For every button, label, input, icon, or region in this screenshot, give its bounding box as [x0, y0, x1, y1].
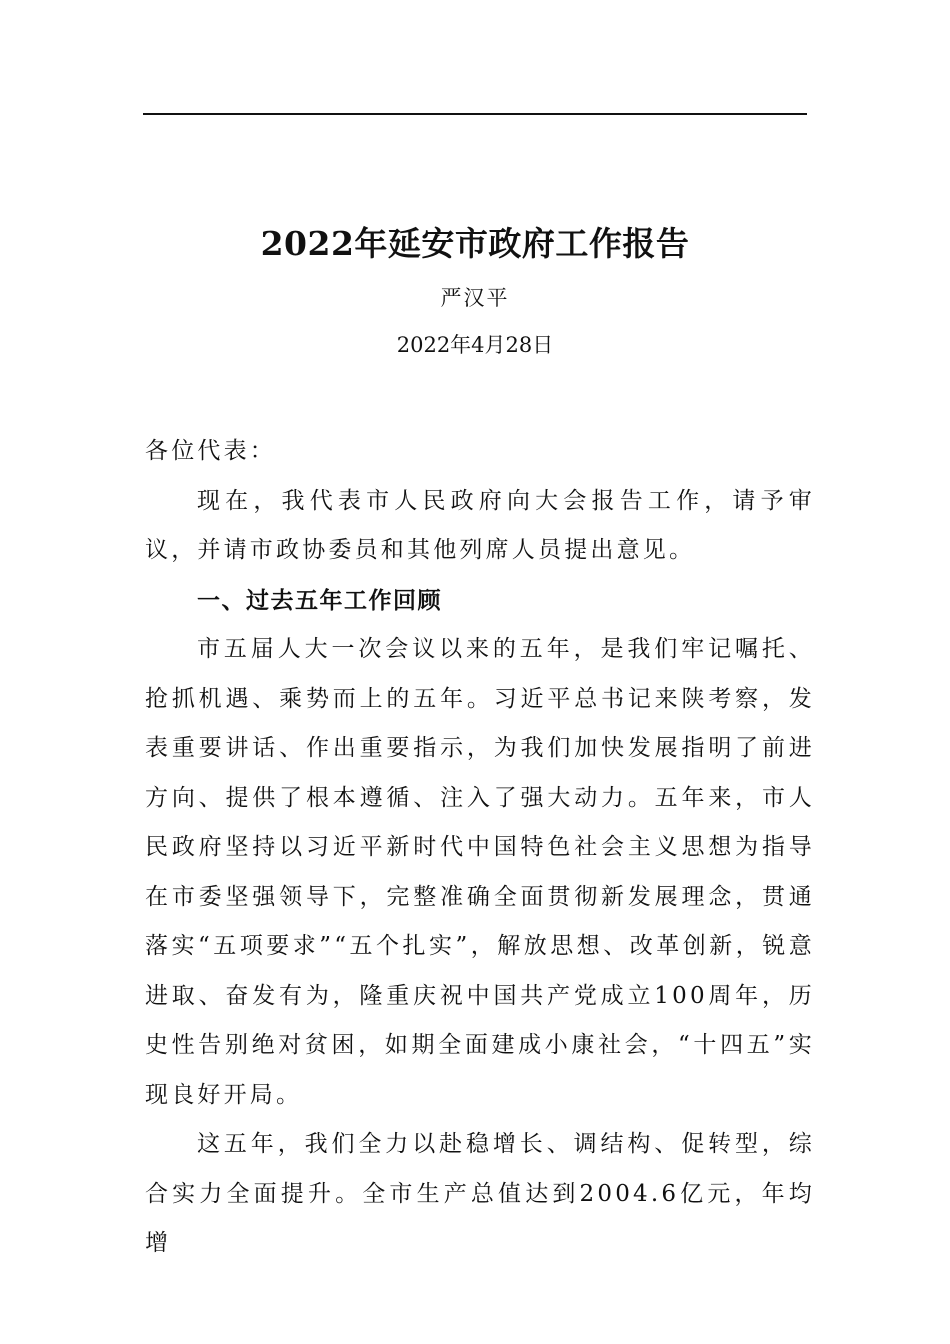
intro-paragraph: 现在，我代表市人民政府向大会报告工作，请予审议，并请市政协委员和其他列席人员提出意见。 — [145, 487, 815, 563]
salutation: 各位代表： — [145, 438, 276, 464]
document-author: 严汉平 — [440, 286, 510, 310]
document-title: 2022年延安市政府工作报告 — [260, 224, 690, 263]
document-date: 2022年4月28日 — [396, 333, 554, 357]
header-rule — [143, 113, 807, 115]
paragraph-1: 市五届人大一次会议以来的五年，是我们牢记嘱托、抢抓机遇、乘势而上的五年。习近平总书记来陕考察，发表重要讲话、作出重要指示，为我们加快发展指明了前进方向、提供了根本遵循、注入了强大动力。五年来，市人民政府坚持以习近平新时代中国特色社会主义思想为指导在市委坚强领导下，完整准确全面贯彻新发展理念，贯通落实“五项要求”“五个扎实”，解放思想、改革创新，锐意进取、奋发有为，隆重庆祝中国共产党成立100周年，历史性告别绝对贫困，如期全面建成小康社会，“十四五”实现良好开局。 — [145, 636, 815, 1108]
section-heading: 一、过去五年工作回顾 — [197, 586, 442, 614]
document-body — [145, 427, 815, 1269]
paragraph-2: 这五年，我们全力以赴稳增长、调结构、促转型，综合实力全面提升。全市生产总值达到2004.6亿元，年均增 — [145, 1131, 815, 1256]
